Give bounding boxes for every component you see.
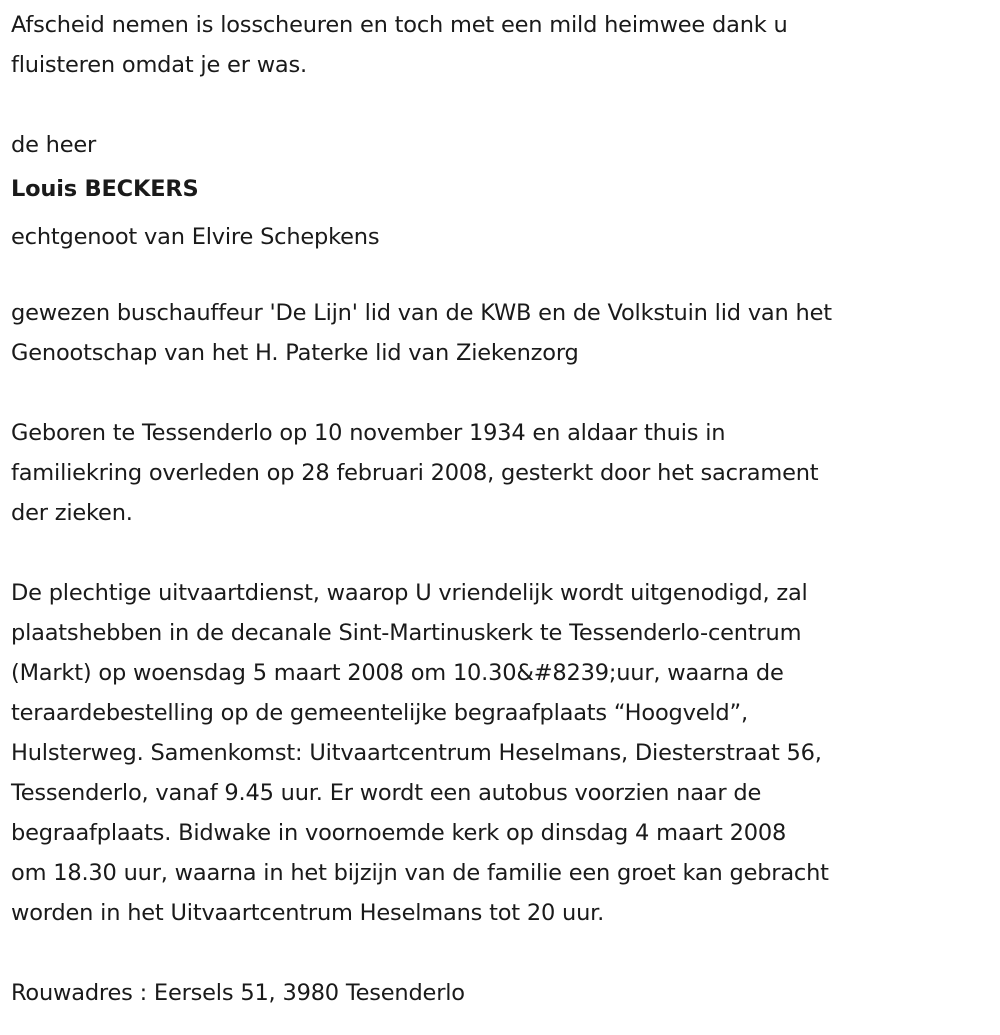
text-line: der zieken. xyxy=(11,500,133,526)
birth-death-paragraph xyxy=(11,413,1000,533)
text-line: Tessenderlo, vanaf 9.45 uur. Er wordt een autobus voorzien naar de xyxy=(11,780,762,806)
text-line: Geboren te Tessenderlo op 10 november 1934 en aldaar thuis in xyxy=(11,420,726,446)
text-line: begraafplaats. Bidwake in voornoemde kerk op dinsdag 4 maart 2008 xyxy=(11,820,787,846)
text-line: plaatshebben in de decanale Sint-Martinuskerk te Tessenderlo-centrum xyxy=(11,620,802,646)
intro-quote xyxy=(11,5,1000,85)
occupation-paragraph xyxy=(11,293,1000,373)
text-line: (Markt) op woensdag 5 maart 2008 om 10.30&#8239;uur, waarna de xyxy=(11,660,784,686)
mourning-address: Rouwadres : Eersels 51, 3980 Tesenderlo xyxy=(11,980,465,1006)
funeral-paragraph xyxy=(11,573,1000,933)
text-line: fluisteren omdat je er was. xyxy=(11,52,307,78)
text-line: worden in het Uitvaartcentrum Heselmans tot 20 uur. xyxy=(11,900,605,926)
text-line: om 18.30 uur, waarna in het bijzijn van de familie een groet kan gebracht xyxy=(11,860,829,886)
text-line: gewezen buschauffeur 'De Lijn' lid van de KWB en de Volkstuin lid van het xyxy=(11,300,832,326)
title-prefix: de heer xyxy=(11,132,97,158)
text-line: familiekring overleden op 28 februari 2008, gesterkt door het sacrament xyxy=(11,460,819,486)
text-line: De plechtige uitvaartdienst, waarop U vriendelijk wordt uitgenodigd, zal xyxy=(11,580,808,606)
text-line: Afscheid nemen is losscheuren en toch met een mild heimwee dank u xyxy=(11,12,788,38)
text-line: teraardebestelling op de gemeentelijke begraafplaats “Hoogveld”, xyxy=(11,700,748,726)
spouse-line: echtgenoot van Elvire Schepkens xyxy=(11,224,380,250)
text-line: Hulsterweg. Samenkomst: Uitvaartcentrum Heselmans, Diesterstraat 56, xyxy=(11,740,822,766)
deceased-name: Louis BECKERS xyxy=(11,176,199,202)
text-line: Genootschap van het H. Paterke lid van Ziekenzorg xyxy=(11,340,579,366)
